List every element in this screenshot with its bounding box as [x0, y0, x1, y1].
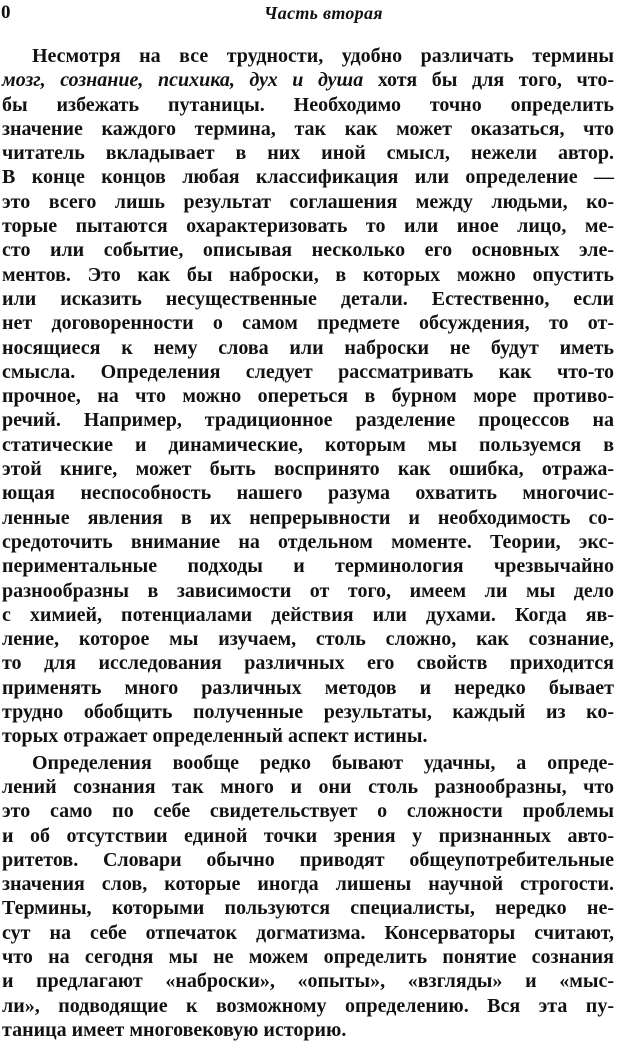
line-text: таница имеет многовековую историю. — [2, 1018, 347, 1041]
line-text: ли», подводящие к возможному определению. Вся эта пу- — [2, 994, 614, 1017]
paragraph — [2, 44, 614, 749]
paragraph — [2, 751, 614, 1042]
text-line — [2, 848, 614, 872]
italic-terms: мозг, сознание, психика, дух и душа — [2, 69, 364, 92]
line-text: что на сегодня мы не можем определить понятие сознания — [2, 945, 614, 968]
text-line — [2, 872, 614, 896]
line-text: торых отражает определенный аспект истины. — [2, 725, 428, 748]
line-text: сто или событие, описывая несколько его основных эле- — [2, 239, 614, 262]
text-line — [2, 921, 614, 945]
text-line — [2, 651, 614, 675]
text-line — [2, 530, 614, 554]
text-line — [2, 384, 614, 408]
line-text: и об отсутствии единой точки зрения у признанных авто- — [2, 824, 614, 847]
text-line — [2, 336, 614, 360]
line-text: с химией, потенциалами действия или духами. Когда яв- — [2, 603, 614, 626]
text-line — [2, 481, 614, 505]
line-text: средоточить внимание на отдельном моменте. Теории, экс- — [2, 530, 614, 553]
page-number: 0 — [1, 2, 11, 23]
line-text: это всего лишь результат соглашения между людьми, ко- — [2, 190, 614, 213]
text-line — [2, 994, 614, 1018]
line-text: смысла. Определения следует рассматривать как что-то — [2, 360, 614, 383]
text-line — [2, 1018, 614, 1042]
line-text: речий. Например, традиционное разделение процессов на — [2, 409, 614, 432]
text-line — [2, 117, 614, 141]
text-line — [2, 506, 614, 530]
text-line — [2, 311, 614, 335]
line-text: ритетов. Словари обычно приводят общеупотребительные — [2, 848, 614, 871]
line-text: Термины, которыми пользуются специалисты, нередко не- — [2, 897, 614, 920]
text-line — [2, 969, 614, 993]
line-text: Несмотря на все трудности, удобно различать термины — [32, 45, 614, 67]
text-line — [2, 44, 614, 68]
text-line — [2, 775, 614, 799]
line-text: В конце концов любая классификация или определение — — [2, 166, 614, 189]
text-line — [2, 214, 614, 238]
text-line — [2, 408, 614, 432]
line-text: ление, которое мы изучаем, столь сложно, как сознание, — [2, 628, 614, 651]
text-line — [2, 603, 614, 627]
text-line — [2, 554, 614, 578]
text-line — [2, 700, 614, 724]
text-line — [2, 238, 614, 262]
line-text: сут на себе отпечаток догматизма. Консерваторы считают, — [2, 921, 614, 944]
line-text: нет договоренности о самом предмете обсуждения, то от- — [2, 312, 614, 335]
line-text: это само по себе свидетельствует о сложности проблемы — [2, 800, 614, 823]
line-text: носящиеся к нему слова или наброски не будут иметь — [2, 336, 614, 359]
line-text: ленные явления в их непрерывности и необходимость со- — [2, 506, 614, 529]
line-text: периментальные подходы и терминология чрезвычайно — [2, 555, 614, 578]
text-line — [2, 724, 614, 748]
body-text — [2, 44, 614, 1042]
line-text: торые пытаются охарактеризовать то или иное лицо, ме- — [2, 215, 614, 238]
running-head: Часть вторая — [264, 3, 383, 23]
text-line — [2, 360, 614, 384]
text-line — [2, 896, 614, 920]
line-text: Определения вообще редко бывают удачны, а опреде- — [32, 751, 614, 774]
text-line — [2, 945, 614, 969]
text-line — [2, 457, 614, 481]
text-line — [2, 799, 614, 823]
line-text: и предлагают «наброски», «опыты», «взгляды» и «мыс- — [2, 970, 614, 993]
text-line — [2, 165, 614, 189]
text-line — [2, 824, 614, 848]
line-text: ментов. Это как бы наброски, в которых можно опустить — [2, 263, 614, 286]
text-line — [2, 190, 614, 214]
line-text: трудно обобщить полученные результаты, каждый из ко- — [2, 701, 614, 724]
text-line — [2, 751, 614, 775]
text-line — [2, 93, 614, 117]
text-line — [2, 68, 614, 92]
text-line — [2, 141, 614, 165]
line-text: лений сознания так много и они столь разнообразны, что — [2, 775, 614, 798]
text-line — [2, 433, 614, 457]
line-text: значение каждого термина, так как может оказаться, что — [2, 117, 614, 140]
line-text: этой книге, может быть воспринято как ошибка, отража- — [2, 458, 614, 481]
line-text: прочное, на что можно опереться в бурном море противо- — [2, 385, 614, 408]
line-text: читатель вкладывает в них иной смысл, нежели автор. — [2, 142, 614, 165]
text-line — [2, 263, 614, 287]
line-text: ющая неспособность нашего разума охватить многочис- — [2, 482, 614, 505]
text-line — [2, 676, 614, 700]
line-text: или исказить несущественные детали. Естественно, если — [2, 287, 614, 310]
line-text: бы избежать путаницы. Необходимо точно определить — [2, 93, 614, 116]
page-header — [0, 2, 620, 28]
line-text: статические и динамические, которым мы пользуемся в — [2, 433, 614, 456]
line-text: то для исследования различных его свойств приходится — [2, 652, 614, 675]
text-line — [2, 287, 614, 311]
line-text: применять много различных методов и нередко бывает — [2, 676, 614, 699]
text-line — [2, 579, 614, 603]
line-text: разнообразны в зависимости от того, имеем ли мы дело — [2, 579, 614, 602]
line-text: значения слов, которые иногда лишены научной строгости. — [2, 873, 614, 896]
text-line — [2, 627, 614, 651]
line-text: хотя бы для того, что- — [363, 69, 614, 92]
